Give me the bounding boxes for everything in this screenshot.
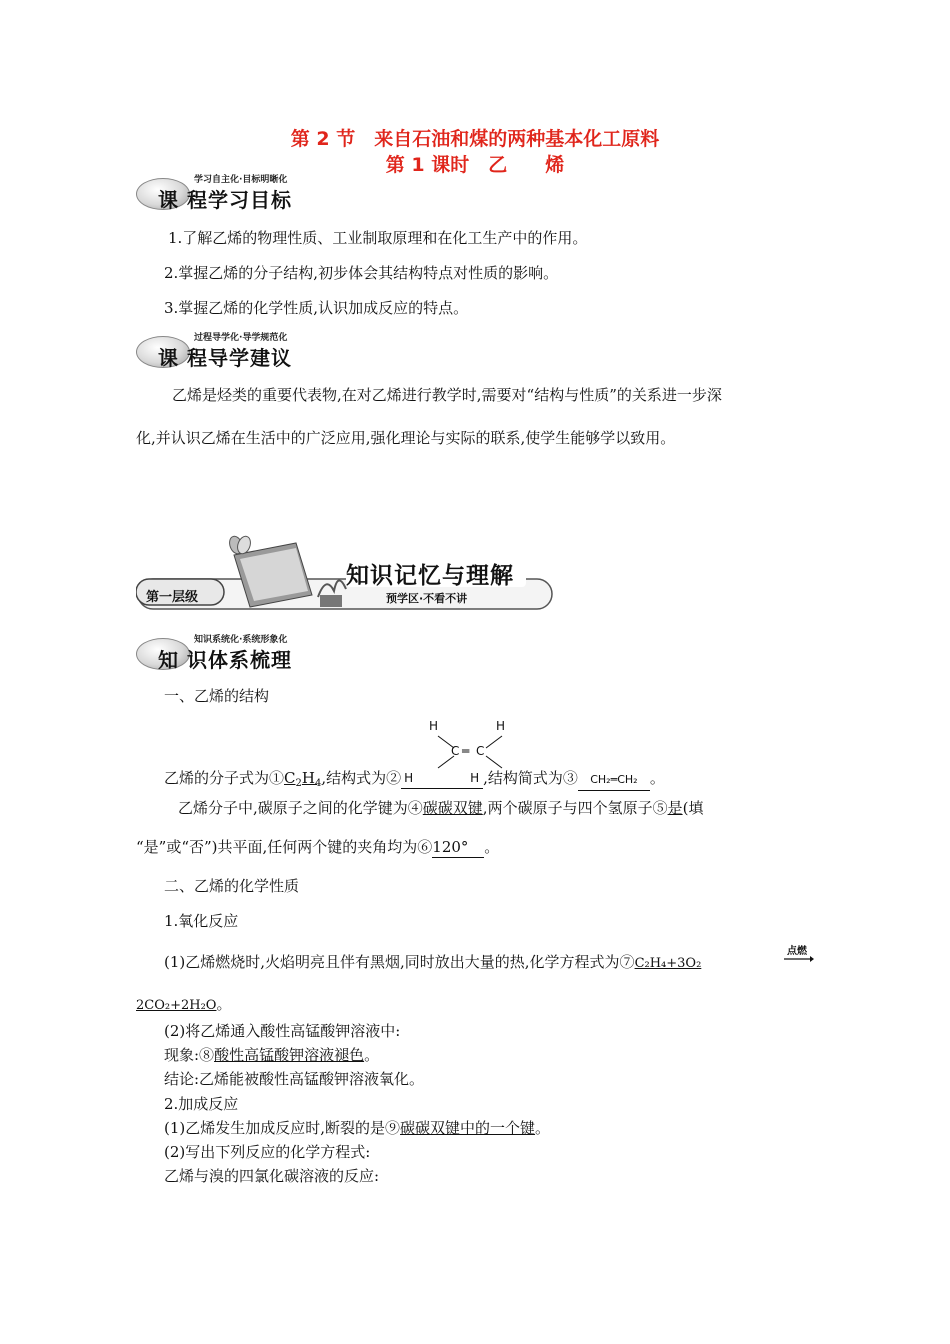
conclusion-line: 结论:乙烯能被酸性高锰酸钾溶液氧化。: [164, 1070, 425, 1088]
section-badge-goals: [136, 172, 376, 212]
oxidation-heading: 1.氧化反应: [164, 912, 239, 930]
angle-answer: 120°: [432, 837, 484, 858]
part1-line3: “是”或“否”)共平面,任何两个键的夹角均为⑥120° 。: [136, 838, 500, 856]
addition-line3: 乙烯与溴的四氯化碳溶液的反应:: [164, 1167, 380, 1185]
addition-heading: 2.加成反应: [164, 1095, 239, 1113]
struct-h-top-left: H: [429, 719, 439, 733]
structural-formula-answer: H H: [401, 768, 483, 789]
phenomenon-answer: 酸性高锰酸钾溶液褪色: [214, 1046, 365, 1064]
addition-line2: (2)写出下列反应的化学方程式:: [164, 1143, 371, 1161]
addition-line1: (1)乙烯发生加成反应时,断裂的是⑨碳碳双键中的一个键。: [164, 1119, 551, 1137]
burn-line-continued: 2CO₂+2H₂O。: [136, 995, 232, 1013]
guide-text-line1: 乙烯是烃类的重要代表物,在对乙烯进行教学时,需要对“结构与性质”的关系进一步深: [172, 386, 722, 404]
part1-heading: 一、乙烯的结构: [164, 687, 270, 705]
addition-answer: 碳碳双键中的一个键: [400, 1119, 536, 1137]
section-heading: 知 识体系梳理: [158, 648, 292, 672]
guide-text-line2: 化,并认识乙烯在生活中的广泛应用,强化理论与实际的联系,使学生能够学以致用。: [136, 429, 676, 447]
page-title: 第 2 节 来自石油和煤的两种基本化工原料: [290, 128, 660, 150]
banner-subtitle: 预学区·不看不讲: [386, 592, 468, 605]
goal-item: 1.了解乙烯的物理性质、工业制取原理和在化工生产中的作用。: [168, 229, 588, 247]
part2-heading: 二、乙烯的化学性质: [164, 877, 300, 895]
level-banner: [136, 535, 556, 615]
molecular-formula-answer: $C_2H_4$: [284, 769, 322, 789]
reaction-arrow-icon: [784, 954, 814, 964]
goal-item: 3.掌握乙烯的化学性质,认识加成反应的特点。: [164, 299, 469, 317]
struct-c-right: C: [476, 744, 485, 758]
section-tagline: 知识系统化·系统形象化: [194, 635, 288, 645]
goal-item: 2.掌握乙烯的分子结构,初步体会其结构特点对性质的影响。: [164, 264, 559, 282]
section-badge-system: [136, 632, 376, 672]
burn-equation-right: 2CO₂+2H₂O: [136, 998, 217, 1013]
banner-level-label: 第一层级: [146, 590, 199, 605]
struct-c-left: C: [451, 744, 460, 758]
part1-line1: 乙烯的分子式为$①C_2H_4$,结构式为② H H ,结构简式为③ CH₂═CH₂ 。: [164, 769, 665, 789]
section-heading: 课 程导学建议: [158, 346, 292, 370]
struct-double-bond: ═: [462, 744, 470, 758]
burn-line: (1)乙烯燃烧时,火焰明亮且伴有黑烟,同时放出大量的热,化学方程式为⑦C₂H₄+3O₂: [164, 953, 702, 971]
section-tagline: 学习自主化·目标明晰化: [194, 175, 288, 185]
section-badge-guide: [136, 330, 376, 370]
part1-line2: 乙烯分子中,碳原子之间的化学键为④碳碳双键,两个碳原子与四个氢原子⑤是(填: [178, 799, 704, 817]
section-heading: 课 程学习目标: [158, 188, 292, 212]
burn-condition: 点燃: [787, 946, 807, 957]
burn-equation-left: C₂H₄+3O₂: [634, 956, 702, 971]
struct-h-top-right: H: [496, 719, 506, 733]
coplanar-answer: 是: [667, 799, 683, 817]
section-tagline: 过程导学化·导学规范化: [194, 333, 288, 343]
bond-answer: 碳碳双键: [422, 799, 483, 817]
simple-formula-answer: CH₂═CH₂: [578, 770, 650, 791]
page-subtitle: 第 1 课时 乙 烯: [385, 154, 565, 176]
kmno4-line: (2)将乙烯通入酸性高锰酸钾溶液中:: [164, 1022, 401, 1040]
phenomenon-line: 现象:⑧酸性高锰酸钾溶液褪色。: [164, 1046, 380, 1064]
struct-bonds: [430, 732, 510, 772]
banner-title: 知识记忆与理解: [346, 563, 514, 589]
